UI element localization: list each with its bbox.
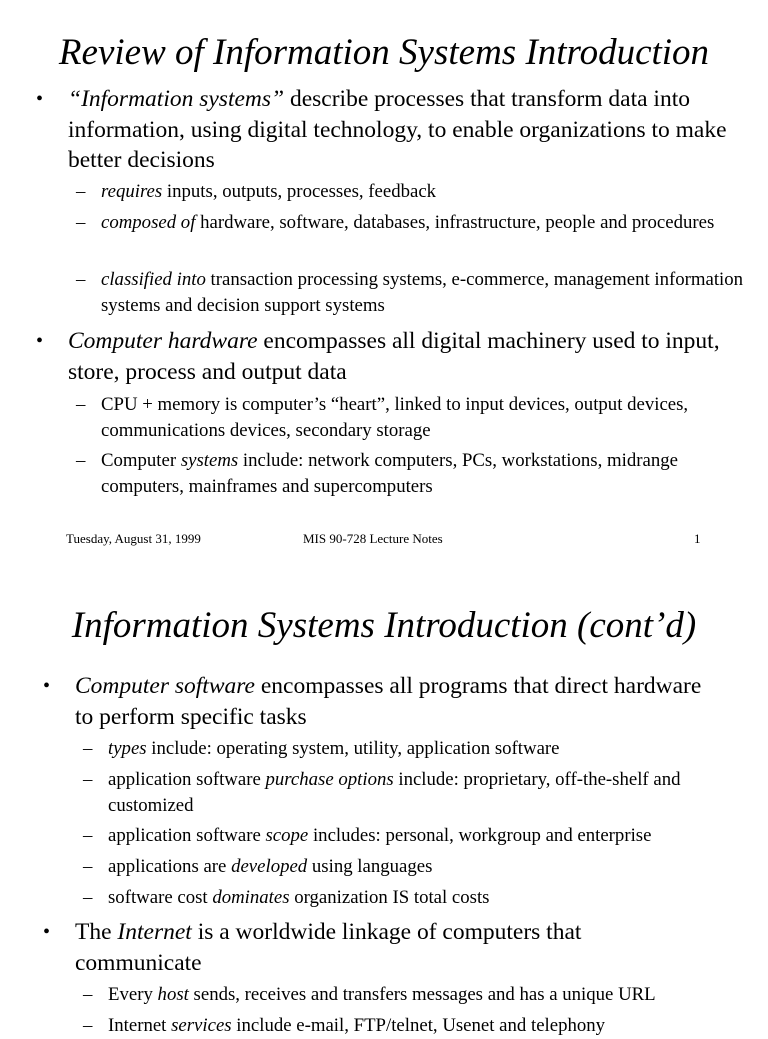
sub-bullet-prefix: Computer bbox=[101, 450, 181, 471]
sub-bullet-classified-into bbox=[76, 267, 751, 318]
bullet-marker: • bbox=[36, 88, 44, 110]
sub-bullet-text: include: proprietary, off-the-shelf and customized bbox=[108, 769, 681, 816]
emphasis: Internet bbox=[117, 919, 192, 945]
bullet-text: encompasses all programs that direct hardware to perform specific tasks bbox=[75, 673, 702, 730]
sub-bullet-text: CPU + memory is computer’s “heart”, linked to input devices, output devices, communications devices, secondary storage bbox=[101, 394, 689, 441]
bullet-marker: • bbox=[43, 675, 51, 697]
sub-bullet-requires bbox=[76, 179, 751, 205]
sub-bullet-prefix: application software bbox=[108, 769, 266, 790]
sub-bullet-purchase-options bbox=[83, 767, 748, 818]
bullet-text: is a worldwide linkage of computers that communicate bbox=[75, 919, 582, 976]
dash-marker: – bbox=[76, 269, 86, 290]
bullet-computer-hardware bbox=[36, 326, 748, 387]
dash-marker: – bbox=[83, 856, 93, 877]
emphasis: dominates bbox=[212, 887, 290, 908]
emphasis: “Information systems” bbox=[68, 86, 285, 112]
sub-bullet-scope bbox=[83, 823, 758, 849]
footer-date: Tuesday, August 31, 1999 bbox=[66, 531, 201, 546]
dash-marker: – bbox=[83, 1015, 93, 1036]
dash-marker: – bbox=[76, 450, 86, 471]
emphasis: Computer hardware bbox=[68, 328, 258, 354]
sub-bullet-prefix: software cost bbox=[108, 887, 213, 908]
dash-marker: – bbox=[83, 769, 93, 790]
slide-2 bbox=[0, 575, 768, 1036]
dash-marker: – bbox=[83, 825, 93, 846]
bullet-text: describe processes that transform data into information, using digital technology, to enable organizations to make better decisions bbox=[68, 86, 727, 173]
sub-bullet-text: transaction processing systems, e-commerce, management information systems and decision support systems bbox=[101, 269, 744, 316]
sub-bullet-text: include e-mail, FTP/telnet, Usenet and telephony bbox=[231, 1015, 606, 1036]
bullet-marker: • bbox=[36, 330, 44, 352]
emphasis: Computer software bbox=[75, 673, 255, 699]
bullet-computer-software bbox=[43, 671, 715, 732]
sub-bullet-prefix: Every bbox=[108, 984, 158, 1005]
sub-bullet-text: using languages bbox=[307, 856, 433, 877]
sub-bullet-prefix: application software bbox=[108, 825, 266, 846]
dash-marker: – bbox=[76, 394, 86, 415]
sub-bullet-text: hardware, software, databases, infrastructure, people and procedures bbox=[195, 212, 715, 233]
sub-bullet-composed-of bbox=[76, 210, 741, 236]
emphasis: purchase options bbox=[265, 769, 394, 790]
emphasis: classified into bbox=[101, 269, 206, 290]
emphasis: developed bbox=[231, 856, 308, 877]
emphasis: types bbox=[108, 738, 147, 759]
sub-bullet-text: inputs, outputs, processes, feedback bbox=[162, 181, 437, 202]
sub-bullet-developed bbox=[83, 854, 748, 880]
sub-bullet-text: include: operating system, utility, application software bbox=[146, 738, 560, 759]
bullet-marker: • bbox=[43, 921, 51, 943]
bullet-internet bbox=[43, 917, 675, 978]
sub-bullet-host bbox=[83, 982, 768, 1008]
dash-marker: – bbox=[76, 181, 86, 202]
emphasis: scope bbox=[265, 825, 309, 846]
sub-bullet-text: includes: personal, workgroup and enterprise bbox=[308, 825, 652, 846]
emphasis: services bbox=[171, 1015, 232, 1036]
slide-title: Review of Information Systems Introduction bbox=[58, 32, 710, 73]
dash-marker: – bbox=[83, 738, 93, 759]
slide-title: Information Systems Introduction (cont’d) bbox=[71, 605, 697, 646]
emphasis: systems bbox=[180, 450, 239, 471]
sub-bullet-services bbox=[83, 1013, 748, 1039]
sub-bullet-computer-systems bbox=[76, 448, 721, 499]
footer-course: MIS 90-728 Lecture Notes bbox=[303, 531, 443, 546]
footer-page-number: 1 bbox=[694, 531, 701, 546]
sub-bullet-types bbox=[83, 736, 748, 762]
bullet-text: encompasses all digital machinery used to input, store, process and output data bbox=[68, 328, 720, 385]
dash-marker: – bbox=[83, 984, 93, 1005]
emphasis: composed of bbox=[101, 212, 196, 233]
bullet-information-systems bbox=[36, 84, 748, 176]
sub-bullet-text: sends, receives and transfers messages and has a unique URL bbox=[188, 984, 656, 1005]
sub-bullet-prefix: Internet bbox=[108, 1015, 172, 1036]
sub-bullet-text: organization IS total costs bbox=[289, 887, 490, 908]
sub-bullet-text: include: network computers, PCs, workstations, midrange computers, mainframes and supercomputers bbox=[101, 450, 678, 497]
emphasis: host bbox=[157, 984, 189, 1005]
sub-bullet-cpu-memory bbox=[76, 392, 721, 443]
emphasis: requires bbox=[101, 181, 163, 202]
sub-bullet-prefix: applications are bbox=[108, 856, 232, 877]
dash-marker: – bbox=[83, 887, 93, 908]
bullet-prefix: The bbox=[75, 919, 118, 945]
sub-bullet-dominates bbox=[83, 885, 748, 911]
dash-marker: – bbox=[76, 212, 86, 233]
